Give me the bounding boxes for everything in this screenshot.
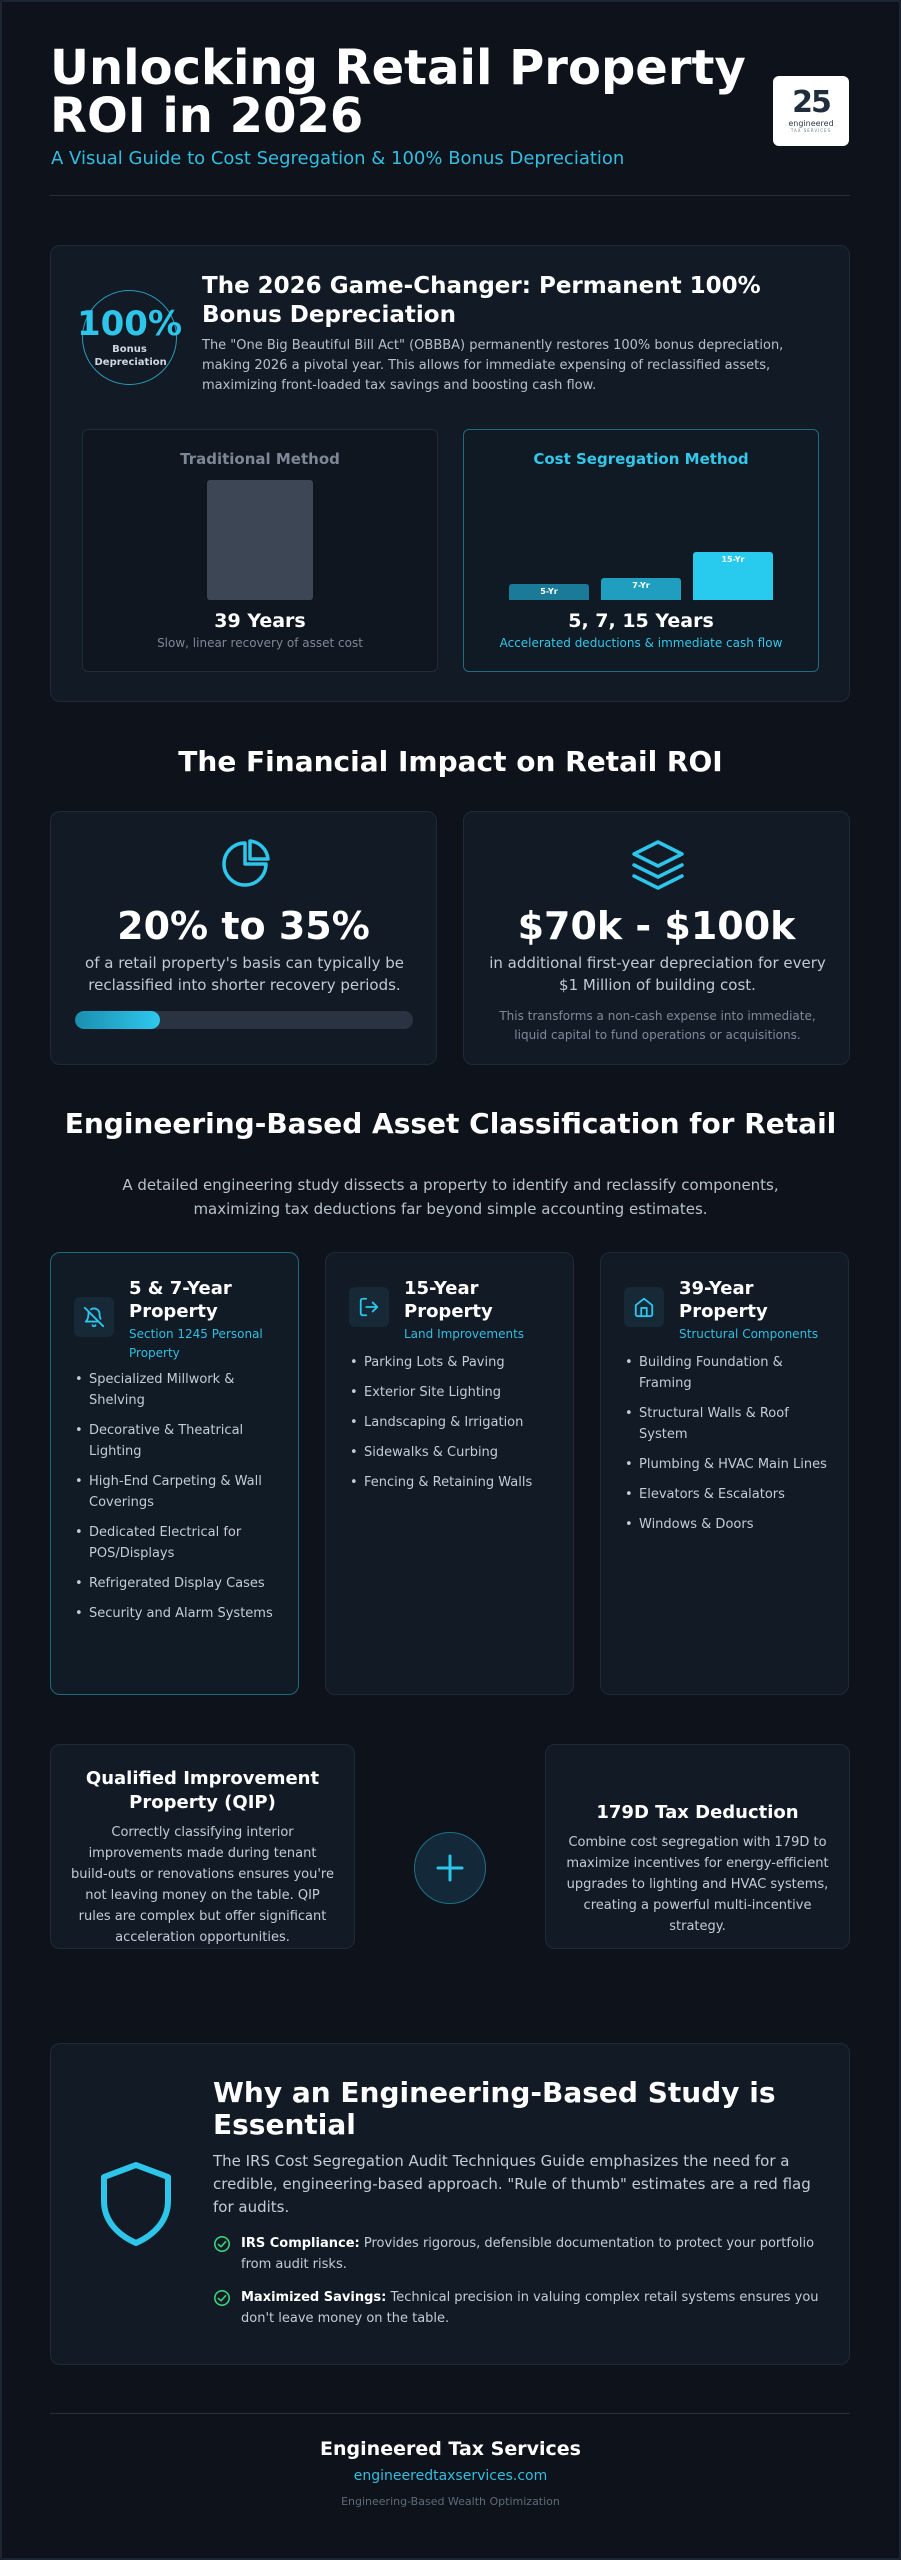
cost-seg-method-panel	[463, 429, 819, 672]
why-point-label: IRS Compliance:	[241, 2236, 360, 2251]
list-item: • Structural Walls & Roof System	[625, 1403, 835, 1445]
class-card-subtitle: Section 1245 Personal Property	[129, 1327, 263, 1360]
logo-mark: 25	[792, 85, 830, 120]
class-card-title: 5 & 7-Year Property	[129, 1278, 232, 1322]
shield-icon	[98, 2161, 174, 2247]
class-card-5-7-year	[50, 1252, 299, 1695]
class-card-list	[625, 1352, 835, 1544]
depreciation-card	[463, 811, 850, 1065]
game-changer-text: The "One Big Beautiful Bill Act" (OBBBA) permanently restores 100% bonus depreciation, making 2026 a pivotal year. This allows for immediate expensing of reclassified assets, maximizing front-loaded tax savings and boosting cash flow.	[202, 338, 784, 393]
why-title: Why an Engineering-Based Study is Essential	[213, 2076, 776, 2141]
why-point-body: Technical precision in valuing complex retail systems ensures you don't leave money on the table.	[241, 2290, 819, 2326]
footer-company-name: Engineered Tax Services	[320, 2438, 581, 2460]
impact-section-title: The Financial Impact on Retail ROI	[178, 745, 723, 778]
qip-desc: Correctly classifying interior improvements made during tenant build-outs or renovations ensures you're not leaving money on the table. QIP rules are complex but offer significant acceleration opportunities.	[71, 1825, 334, 1945]
tax-179d-desc: Combine cost segregation with 179D to maximize incentives for energy-efficient upgrades to lighting and HVAC systems, creating a powerful multi-incentive strategy.	[566, 1835, 829, 1934]
header-divider	[50, 195, 850, 196]
reclass-progress-fill	[75, 1011, 160, 1029]
pie-chart-icon	[218, 837, 272, 891]
why-point-savings	[213, 2287, 823, 2329]
game-changer-heading: The 2026 Game-Changer: Permanent 100% Bonus Depreciation	[202, 273, 761, 328]
list-item: • Parking Lots & Paving	[350, 1352, 560, 1373]
list-item: • Refrigerated Display Cases	[75, 1573, 285, 1594]
bonus-badge	[76, 290, 183, 385]
qip-card	[50, 1744, 355, 1949]
cost-seg-bar-7yr: 7-Yr	[601, 578, 681, 600]
class-card-list	[350, 1352, 560, 1502]
class-card-15-year	[325, 1252, 574, 1695]
check-circle-icon	[213, 2235, 231, 2253]
list-item: • Security and Alarm Systems	[75, 1603, 285, 1624]
traditional-method-panel	[82, 429, 438, 672]
cost-seg-method-value: 5, 7, 15 Years	[568, 610, 714, 632]
exit-icon	[349, 1287, 389, 1327]
why-point-irs	[213, 2233, 823, 2275]
bell-off-icon	[74, 1297, 114, 1337]
list-item: • Windows & Doors	[625, 1514, 835, 1535]
why-point-label: Maximized Savings:	[241, 2290, 387, 2305]
home-icon	[624, 1287, 664, 1327]
list-item: • High-End Carpeting & Wall Coverings	[75, 1471, 285, 1513]
class-card-subtitle: Structural Components	[679, 1327, 819, 1341]
page-subtitle: A Visual Guide to Cost Segregation & 100% Bonus Depreciation	[51, 148, 625, 169]
depreciation-value: $70k - $100k	[517, 904, 796, 948]
list-item: • Dedicated Electrical for POS/Displays	[75, 1522, 285, 1564]
cost-seg-bar-15yr: 15-Yr	[693, 552, 773, 600]
depreciation-desc: in additional first-year depreciation for every $1 Million of building cost.	[489, 954, 826, 994]
list-item: • Elevators & Escalators	[625, 1484, 835, 1505]
list-item: • Fencing & Retaining Walls	[350, 1472, 560, 1493]
class-card-title: 39-Year Property	[679, 1278, 768, 1322]
class-card-list	[75, 1369, 285, 1633]
classification-section-title: Engineering-Based Asset Classification for Retail	[64, 1107, 837, 1140]
class-card-title: 15-Year Property	[404, 1278, 493, 1322]
list-item: • Landscaping & Irrigation	[350, 1412, 560, 1433]
footer-website-link[interactable]: engineeredtaxservices.com	[353, 2468, 548, 2484]
tax-179d-card	[545, 1744, 850, 1949]
list-item: • Decorative & Theatrical Lighting	[75, 1420, 285, 1462]
traditional-method-value: 39 Years	[214, 610, 306, 632]
tax-179d-title: 179D Tax Deduction	[596, 1802, 799, 1823]
cost-seg-bar-5yr: 5-Yr	[509, 584, 589, 600]
why-point-text	[241, 2233, 823, 2275]
footer-divider	[50, 2413, 850, 2414]
class-card-39-year	[600, 1252, 849, 1695]
cost-seg-method-title: Cost Segregation Method	[533, 450, 749, 468]
logo-text: engineered	[788, 119, 834, 128]
page-title: Unlocking Retail Property ROI in 2026	[50, 40, 746, 144]
traditional-bar	[207, 480, 313, 600]
list-item: • Plumbing & HVAC Main Lines	[625, 1454, 835, 1475]
why-point-body: Provides rigorous, defensible documentation to protect your portfolio from audit risks.	[241, 2236, 815, 2272]
list-item: • Building Foundation & Framing	[625, 1352, 835, 1394]
why-desc: The IRS Cost Segregation Audit Techniques Guide emphasizes the need for a credible, engineering-based approach. "Rule of thumb" estimates are a red flag for audits.	[213, 2152, 811, 2216]
reclass-card	[50, 811, 437, 1065]
bonus-badge-value: 100%	[76, 303, 183, 344]
footer-tagline: Engineering-Based Wealth Optimization	[341, 2495, 560, 2508]
list-item: • Specialized Millwork & Shelving	[75, 1369, 285, 1411]
reclass-value: 20% to 35%	[117, 904, 370, 948]
list-item: • Sidewalks & Curbing	[350, 1442, 560, 1463]
bonus-badge-label: Bonus Depreciation	[94, 343, 167, 368]
list-item: • Exterior Site Lighting	[350, 1382, 560, 1403]
why-point-text	[241, 2287, 823, 2329]
layers-icon	[630, 838, 686, 892]
traditional-method-desc: Slow, linear recovery of asset cost	[157, 636, 363, 650]
logo-subtext: TAX SERVICES	[790, 128, 832, 133]
depreciation-note: This transforms a non-cash expense into immediate, liquid capital to fund operations or acquisitions.	[499, 1009, 816, 1042]
company-logo	[773, 76, 849, 146]
qip-title: Qualified Improvement Property (QIP)	[85, 1768, 320, 1813]
reclass-progress-bar	[75, 1011, 413, 1029]
class-card-subtitle: Land Improvements	[404, 1327, 525, 1341]
classification-desc: A detailed engineering study dissects a property to identify and reclassify components, maximizing tax deductions far beyond simple accounting estimates.	[122, 1176, 779, 1218]
reclass-desc: of a retail property's basis can typically be reclassified into shorter recovery periods.	[85, 954, 404, 994]
cost-seg-method-desc: Accelerated deductions & immediate cash flow	[499, 636, 783, 650]
plus-icon	[414, 1832, 486, 1904]
check-circle-icon	[213, 2289, 231, 2307]
traditional-method-title: Traditional Method	[180, 450, 340, 468]
